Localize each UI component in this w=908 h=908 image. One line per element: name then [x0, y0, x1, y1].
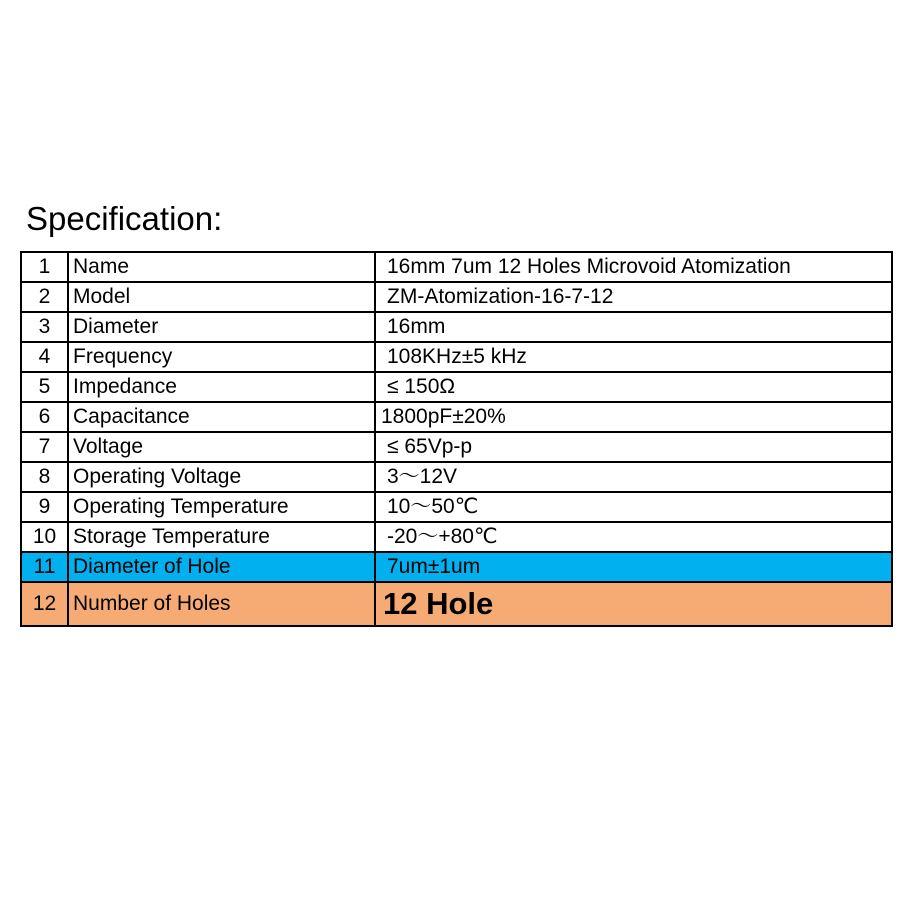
- row-value: 108KHz±5 kHz: [375, 342, 892, 372]
- table-row: [21, 342, 892, 372]
- row-label: Model: [68, 282, 375, 312]
- row-value: 16mm: [375, 312, 892, 342]
- page-title: Specification:: [26, 200, 223, 237]
- row-label: Frequency: [68, 342, 375, 372]
- row-number: 8: [21, 462, 68, 492]
- row-number: 11: [21, 552, 68, 582]
- row-value-emphasized: 12 Hole: [375, 582, 892, 626]
- row-number: 2: [21, 282, 68, 312]
- row-label: Name: [68, 252, 375, 282]
- row-value: 3～12V: [375, 462, 892, 492]
- row-label: Diameter: [68, 312, 375, 342]
- row-label: Operating Temperature: [68, 492, 375, 522]
- row-label: Number of Holes: [68, 582, 375, 626]
- table-row: [21, 312, 892, 342]
- row-label: Operating Voltage: [68, 462, 375, 492]
- table-row: [21, 492, 892, 522]
- row-number: 4: [21, 342, 68, 372]
- row-number: 3: [21, 312, 68, 342]
- table-row: [21, 462, 892, 492]
- row-value: -20～+80℃: [375, 522, 892, 552]
- row-number: 1: [21, 252, 68, 282]
- row-label: Voltage: [68, 432, 375, 462]
- table-row: [21, 522, 892, 552]
- row-number: 7: [21, 432, 68, 462]
- row-number: 12: [21, 582, 68, 626]
- row-label: Storage Temperature: [68, 522, 375, 552]
- row-value: 10～50℃: [375, 492, 892, 522]
- row-value: 7um±1um: [375, 552, 892, 582]
- table-row: [21, 282, 892, 312]
- table-row-highlighted: [21, 552, 892, 582]
- row-value: 16mm 7um 12 Holes Microvoid Atomization: [375, 252, 892, 282]
- row-label: Diameter of Hole: [68, 552, 375, 582]
- row-value: ≤ 65Vp-p: [375, 432, 892, 462]
- row-number: 5: [21, 372, 68, 402]
- row-number: 9: [21, 492, 68, 522]
- table-row: [21, 252, 892, 282]
- table-row: [21, 402, 892, 432]
- row-number: 6: [21, 402, 68, 432]
- spec-table: [20, 251, 893, 627]
- table-row: [21, 432, 892, 462]
- row-value: ≤ 150Ω: [375, 372, 892, 402]
- row-value: ZM-Atomization-16-7-12: [375, 282, 892, 312]
- table-row-highlighted: [21, 582, 892, 626]
- row-value: 1800pF±20%: [375, 402, 892, 432]
- row-number: 10: [21, 522, 68, 552]
- row-label: Impedance: [68, 372, 375, 402]
- table-row: [21, 372, 892, 402]
- row-label: Capacitance: [68, 402, 375, 432]
